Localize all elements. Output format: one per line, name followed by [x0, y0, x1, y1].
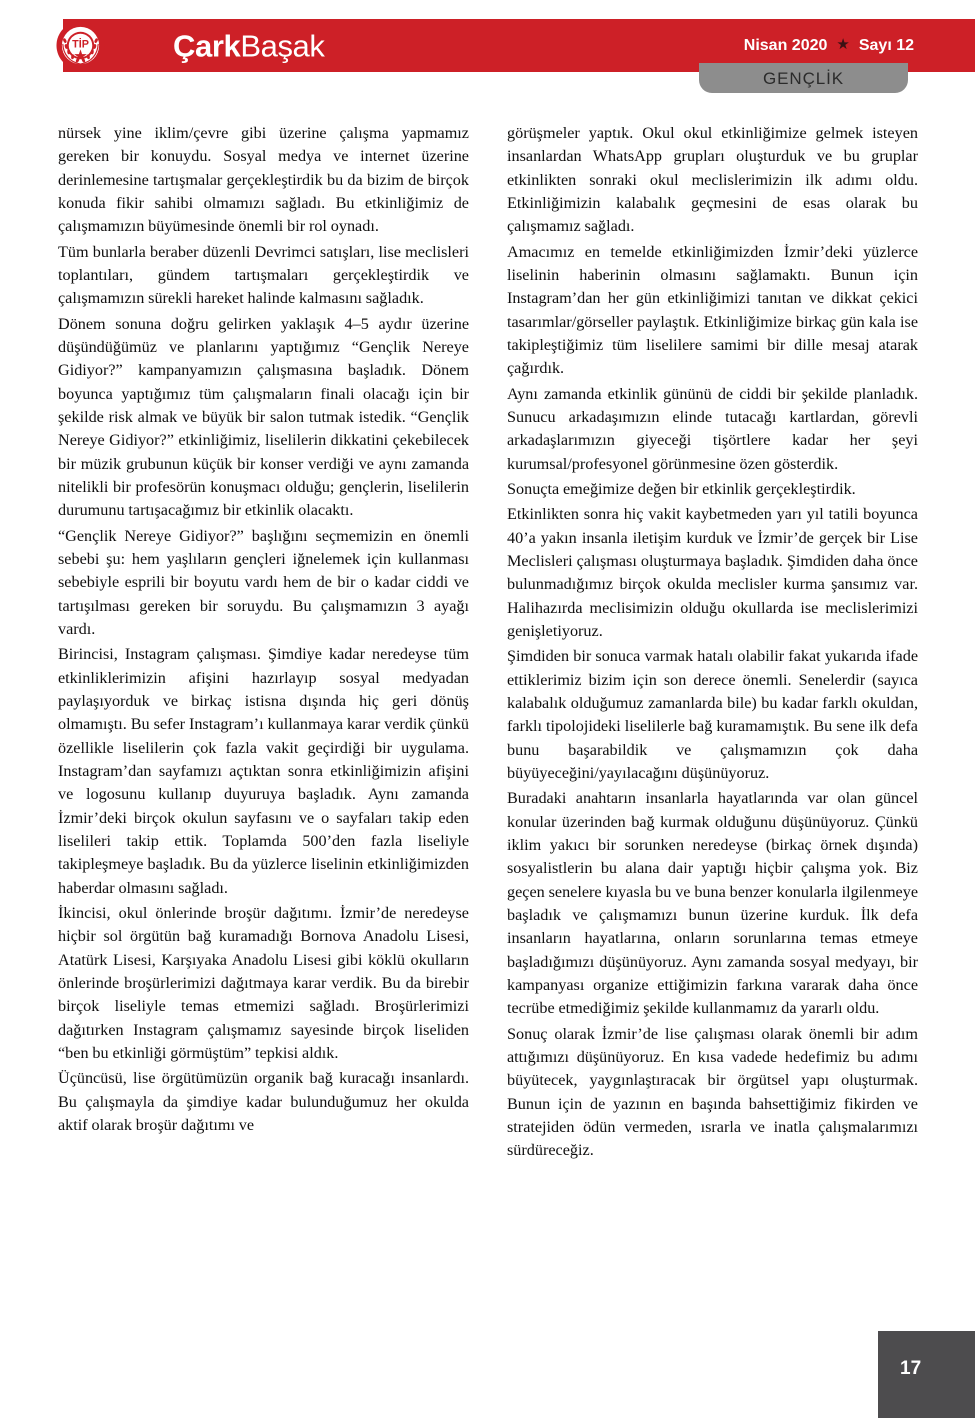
page-number: 17 — [900, 1358, 922, 1379]
section-tab-genclik[interactable] — [699, 63, 908, 93]
publication-title-part-one: Çark — [173, 28, 241, 63]
issue-number: Sayı 12 — [858, 36, 914, 54]
paragraph: İkincisi, okul önlerinde broşür dağıtımı. İzmir’de neredeyse hiçbir sol örgütün bağ kuramadığı Bornova Anadolu Lisesi, Atatürk Lisesi, Karşıyaka Anadolu Lisesi gibi köklü okulların önlerinde broşürlerimizi dağıtmaya karar verdik. Bu da birebir birçok liseliyle temas etmemizi sağladı. Broşürlerimizi dağıtırken Instagram çalışmamız sayesinde birçok liseliden “ben bu etkinliği görmüştüm” tepkisi aldık. — [58, 904, 469, 1063]
paragraph: Amacımız en temelde etkinliğimizden İzmir’deki yüzlerce liselinin haberinin olmasını sağlamaktı. Bunun için Instagram’dan her gün etkinliğimizi tanıtan ve dikkat çekici tasarımlar/görseller paylaştık. Etkinliğimize birkaç gün kala ise takipleştiğimiz tüm liselilere samimi bir dille mesaj atarak çağırdık. — [507, 242, 918, 378]
paragraph: “Gençlik Nereye Gidiyor?” başlığını seçmemizin en önemli sebebi şu: hem yaşlıların gençleri iğnelemek için kullanması sebebiyle esprili bir boyutu vardı hem de bir o kadar ciddi ve tartışılması gereken bir soruydu. Bu çalışmamızın 3 ayağı vardı. — [58, 526, 469, 639]
tip-logo-icon — [56, 21, 105, 70]
column-right — [507, 122, 918, 1312]
publication-title — [173, 30, 325, 61]
paragraph: Sonuç olarak İzmir’de lise çalışması olarak önemli bir adım attığımızı düşünüyoruz. En kısa vadede hedefimiz bu adımı büyütecek, yaygınlaştıracak bir örgütsel yapı oluşturmak. Bunun için de yazının en başında bahsettiğimiz fikirden ve stratejiden ödün vermeden, ısrarla ve inatla çalışmalarımızı sürdüreceğiz. — [507, 1024, 918, 1160]
paragraph: Sonuçta emeğimize değen bir etkinlik gerçekleştirdik. — [507, 479, 856, 498]
section-tab-label: GENÇLİK — [763, 68, 844, 88]
issue-info — [744, 38, 914, 54]
paragraph: Üçüncüsü, lise örgütümüzün organik bağ kuracağı insanlardı. Bu çalışmayla da şimdiye kadar bulunduğumuz her okulda aktif olarak broşür dağıtımı ve — [58, 1069, 469, 1135]
paragraph: Aynı zamanda etkinlik gününü de ciddi bir şekilde planladık. Sunucu arkadaşımızın elinde tutacağı kartlardan, görevli arkadaşlarımızın giyeceği tişörtlere kadar her şeyi kurumsal/profesyonel görünmesine özen gösterdik. — [507, 384, 918, 473]
publication-title-part-two: Başak — [240, 28, 325, 63]
star-icon: ★ — [836, 36, 850, 53]
paragraph: Şimdiden bir sonuca varmak hatalı olabilir fakat yukarıda ifade ettiklerimiz bizim için son derece önemli. Senelerdir (sayıca kalabalık olduğumuz zamanlarda bile) bu kadar farklı okuldan, farklı tipolojideki liselilerle bağ kuramamıştık. Bu sene ilk defa bunu başarabildik ve çalışmamızın çok daha büyüyeceğini/yayılacağını düşünüyoruz. — [507, 647, 918, 782]
issue-date: Nisan 2020 — [743, 36, 828, 54]
tip-logo-text: TİP — [72, 38, 89, 51]
paragraph: görüşmeler yaptık. Okul okul etkinliğimize gelmek isteyen insanlardan WhatsApp grupları oluşturduk ve bu gruplar etkinlikten sonraki okul meclislerimizin ilk adımı oldu. Etkinliğimizin kalabalık geçmesini de esas olarak bu çalışmamız sağladı. — [507, 124, 918, 236]
column-left — [58, 122, 469, 1312]
article-body — [58, 122, 919, 1312]
paragraph: Buradaki anahtarın insanlarla hayatlarında var olan güncel konular üzerinden bağ kurmak olduğunu düşünüyoruz. Çünkü iklim yakıcı bir sorunken neredeyse (birkaç örnek dışında) sosyalistlerin bu alana dair yaptığı hiçbir çalışma yok. Biz geçen senelere kıyasla bu ve buna benzer konularla ilgilenmeye başladık ve çalışmamızı bunun üzerine kurduk. İlk defa insanların hayatlarına, onların sorunlarına temas etmeye başladığımızı düşünüyoruz. Aynı zamanda sosyal medyayı, bir kampanyası organize ettiğimizin farkına vararak daha önce tecrübe etmediğimiz şekilde kullanmamız da yararlı oldu. — [507, 789, 918, 1018]
paragraph: nürsek yine iklim/çevre gibi üzerine çalışma yapmamız gereken bir konuydu. Sosyal medya ve internet üzerine derinlemesine tartışmalar gerçekleştirdik bu da bizim de birçok konuda fikir sahibi olmamızı sağladı. Bu etkinliğimiz de çalışmamızın büyümesinde önemli bir rol oynadı. — [58, 124, 469, 236]
paragraph: Tüm bunlarla beraber düzenli Devrimci satışları, lise meclisleri toplantıları, gündem tartışmaları gerçekleştirdik ve çalışmamızın sürekli hareket halinde kalmasını sağladık. — [58, 242, 469, 308]
paragraph: Dönem sonuna doğru gelirken yaklaşık 4–5 aydır üzerine düşündüğümüz ve planlarını yaptığımız “Gençlik Nereye Gidiyor?” kampanyamızın çalışmasına başladık. Dönem boyunca yaptığımız tüm çalışmaların finali olacağı için bir şekilde risk almak ve büyük bir salon tutmak istedik. “Gençlik Nereye Gidiyor?” etkinliğimiz, liselilerin dikkatini çekebilecek bir müzik grubunun küçük bir konser verdiği ve aynı zamanda nitelikli bir profesörün konuşmacı olduğu; gençlerin, liselilerin durumunu tartışacağımız bir etkinlik olacaktı. — [58, 314, 469, 520]
paragraph: Etkinlikten sonra hiç vakit kaybetmeden yarı yıl tatili boyunca 40’a yakın insanla iletişim kurduk ve İzmir’de gerçek bir Lise Meclisleri çalışması oluşturmaya başladık. Şimdiden daha önce bulunmadığımız birçok okulda meclisler kurma şansımız var. Halihazırda meclisimizin olduğu okullarda ise meclislerimizi genişletiyoruz. — [507, 505, 918, 640]
paragraph: Birincisi, Instagram çalışması. Şimdiye kadar neredeyse tüm etkinliklerimizin afişini hazırlayıp sosyal medyadan paylaşıyorduk ve birkaç istisna dışında hiç geri dönüş olmamıştı. Bu sefer Instagram’ı kullanmaya karar verdik çünkü özellikle liselilerin çok fazla vakit geçirdiği bir uygulama. Instagram’dan sayfamızı açtıktan sonra etkinliğimizin afişini ve logosunu kullanıp duyuruya başladık. Aynı zamanda İzmir’deki birçok okulun sayfasını ve o sayfaları takip eden liselileri takip ettik. Toplamda 500’den fazla liseliyle takipleşmeye başladık. Bu da yüzlerce liselinin etkinliğimizden haberdar olmasını sağladı. — [58, 645, 469, 897]
page-number-block — [878, 1331, 975, 1418]
